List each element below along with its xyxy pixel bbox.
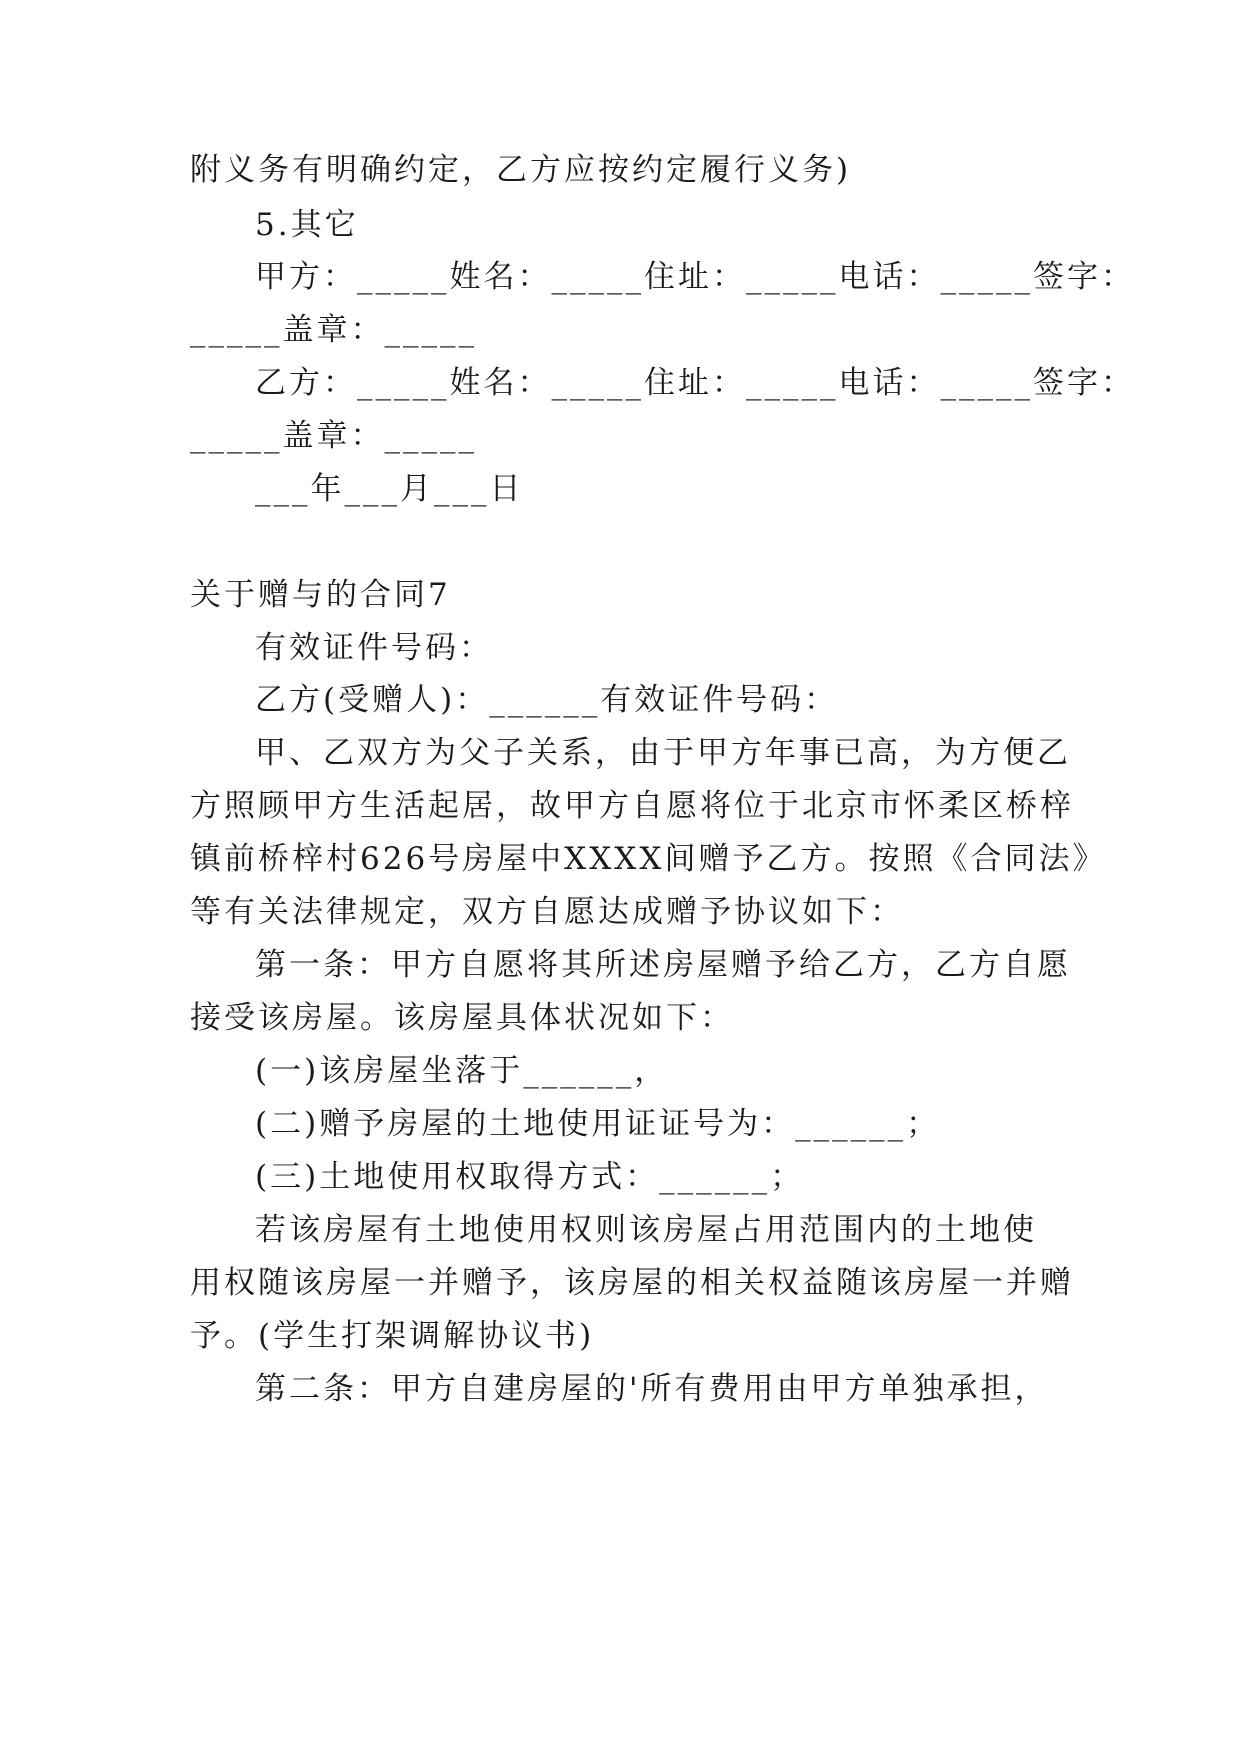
party-b-signature-line: 乙方：_____姓名：_____住址：_____电话：_____签字： (255, 365, 1135, 401)
paragraph-line: 附义务有明确约定，乙方应按约定履行义务) (190, 152, 852, 188)
list-item: (一)该房屋坐落于______， (255, 1053, 669, 1089)
paragraph-line: 方照顾甲方生活起居，故甲方自愿将位于北京市怀柔区桥梓 (190, 788, 1074, 824)
paragraph-line: 等有关法律规定，双方自愿达成赠予协议如下： (190, 894, 904, 930)
paragraph-line: 用权随该房屋一并赠予，该房屋的相关权益随该房屋一并赠 (190, 1265, 1074, 1301)
paragraph-line: 若该房屋有土地使用权则该房屋占用范围内的土地使 (255, 1212, 1037, 1248)
contract-title: 关于赠与的合同7 (190, 577, 451, 613)
section-heading: 5.其它 (255, 207, 359, 243)
paragraph-line: 甲、乙双方为父子关系，由于甲方年事已高，为方便乙 (255, 735, 1071, 771)
paragraph-line: 予。(学生打架调解协议书) (190, 1318, 595, 1354)
list-item: (三)土地使用权取得方式：______； (255, 1159, 805, 1195)
list-item: (二)赠予房屋的土地使用证证号为：______； (255, 1106, 941, 1142)
paragraph-line: 镇前桥梓村626号房屋中XXXX间赠予乙方。按照《合同法》 (190, 841, 1107, 877)
article-two-line: 第二条：甲方自建房屋的'所有费用由甲方单独承担， (255, 1371, 1049, 1407)
paragraph-line: 接受该房屋。该房屋具体状况如下： (190, 1000, 734, 1036)
party-a-seal-line: _____盖章：_____ (190, 312, 477, 348)
paragraph-line: 有效证件号码： (255, 630, 493, 666)
paragraph-line: 乙方(受赠人)：______有效证件号码： (255, 682, 839, 718)
article-one-line: 第一条：甲方自愿将其所述房屋赠予给乙方，乙方自愿 (255, 947, 1071, 983)
party-b-seal-line: _____盖章：_____ (190, 418, 477, 454)
party-a-signature-line: 甲方：_____姓名：_____住址：_____电话：_____签字： (255, 259, 1135, 295)
date-line: ___年___月___日 (255, 471, 524, 507)
